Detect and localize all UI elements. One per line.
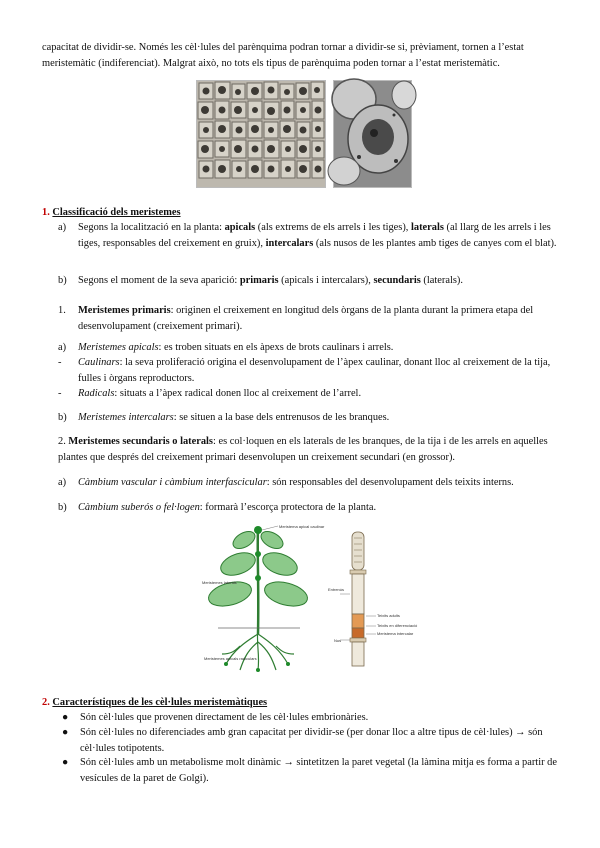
- label-nus: Nus: [334, 638, 342, 643]
- intro-paragraph: capacitat de dividir-se. Només les cèl·lules del parènquima podran tornar a dividir-se si, prèviament, tornen a l’estat meristemàtic (indiferenciat). Malgrat això, no tots els tipus de parènquima poden tornar a l’estat meristemàtic.: [42, 42, 524, 69]
- meristem-cells-image: [197, 81, 325, 187]
- item-label: a): [58, 477, 67, 488]
- vascular-cambium: a) Càmbium vascular i càmbium interfascicular: són responsables del desenvolupament dels teixits interns.: [58, 475, 558, 491]
- item-label: 1.: [58, 305, 66, 316]
- classification-location: [58, 220, 558, 251]
- secondary-meristems-text: 2. Meristemes secundaris o laterals: es col·loquen en els laterals de les branques, de la tija i de les arrels en aquelles plantes que després del creixement primari desenvolupen un creixement secundari (en grossor).: [58, 436, 548, 463]
- section1-number: 1.: [42, 207, 50, 218]
- item-label: -: [58, 388, 62, 399]
- section2-number: 2.: [42, 697, 50, 708]
- caulinar-meristems: - Caulinars: la seva proliferació origina el desenvolupament de l’àpex caulinar, donant lloc al creixement de la tija, fulles i òrgans reproductors.: [58, 357, 551, 384]
- meristem-cells-micrograph: [196, 80, 326, 188]
- bullet-icon: ●: [62, 712, 69, 723]
- primary-meristems: [58, 303, 558, 334]
- intercalar-meristems: b) Meristemes intercalars: se situen a la base dels entrenusos de les branques.: [58, 410, 558, 426]
- item-label: b): [58, 502, 67, 513]
- list-item: ● Són cèl·lules amb un metabolisme molt dinàmic → sintetitzen la paret vegetal (la làmina mitja es forma a partir de vesícules de la paret de Golgi).: [62, 757, 557, 784]
- secondary-meristems: [58, 434, 558, 465]
- list-item: ● Són cèl·lules que provenen directament de les cèl·lules embrionàries.: [58, 710, 558, 726]
- classification-moment: [58, 273, 558, 289]
- primary-meristems-text: Meristemes primaris: originen el creixement en longitud dels òrgans de la planta durant la primera etapa del desenvolupament (creixement primari).: [78, 305, 534, 332]
- classification-location-text: Segons la localització en la planta: apicals (als extrems de els arrels i les tiges), laterals (al llarg de les arrels i les tiges, responsables del creixement en gruix), intercalars (als nusos de les plantes amb tiges de canyes com el blat).: [78, 222, 557, 249]
- meristem-plant-diagram: [200, 524, 418, 674]
- list-item: ● Són cèl·lules no diferenciades amb gran capacitat per dividir-se (per donar lloc a altre tipus de cèl·lules) → són cèl·lules totipotents.: [62, 727, 543, 754]
- electron-micrograph: [333, 80, 412, 188]
- section2-title: Característiques de les cèl·lules meristemàtiques: [52, 697, 268, 708]
- label-teixits-diferenciacio: Teixits en diferenciació: [377, 623, 418, 628]
- radical-meristems: - Radicals: situats a l’àpex radical donen lloc al creixement de l’arrel.: [58, 386, 558, 402]
- item-label: b): [58, 412, 67, 423]
- section2-heading: [42, 695, 267, 711]
- bullet-icon: ●: [62, 727, 69, 738]
- item-label: a): [58, 342, 67, 353]
- electron-micrograph-image: [334, 81, 411, 187]
- label-teixits-adults: Teixits adults: [377, 613, 400, 618]
- label-lateral: Meristemes laterals: [202, 580, 237, 585]
- section1-title: Classificació dels meristemes: [52, 207, 181, 218]
- apical-meristems: a) Meristemes apicals: es troben situats en els àpexs de brots caulinars i arrels.: [58, 340, 558, 356]
- label-apical-caulinar: Meristema apical caulinar: [279, 524, 325, 529]
- label-entrenus: Entrenús: [328, 587, 345, 592]
- label-meristema-intercalar: Meristema intercalar: [377, 631, 414, 636]
- cork-cambium: b) Càmbium suberós o fel·logen: formarà l’escorça protectora de la planta.: [58, 500, 558, 516]
- item-label: b): [58, 275, 67, 286]
- bullet-icon: ●: [62, 757, 69, 768]
- section1-heading: [42, 205, 181, 221]
- label-apical-radicular: Meristemes apicals radiculars: [204, 656, 257, 661]
- item-label: -: [58, 357, 62, 368]
- classification-moment-text: Segons el moment de la seva aparició: primaris (apicals i intercalars), secundaris (laterals).: [78, 275, 463, 286]
- item-label: a): [58, 222, 67, 233]
